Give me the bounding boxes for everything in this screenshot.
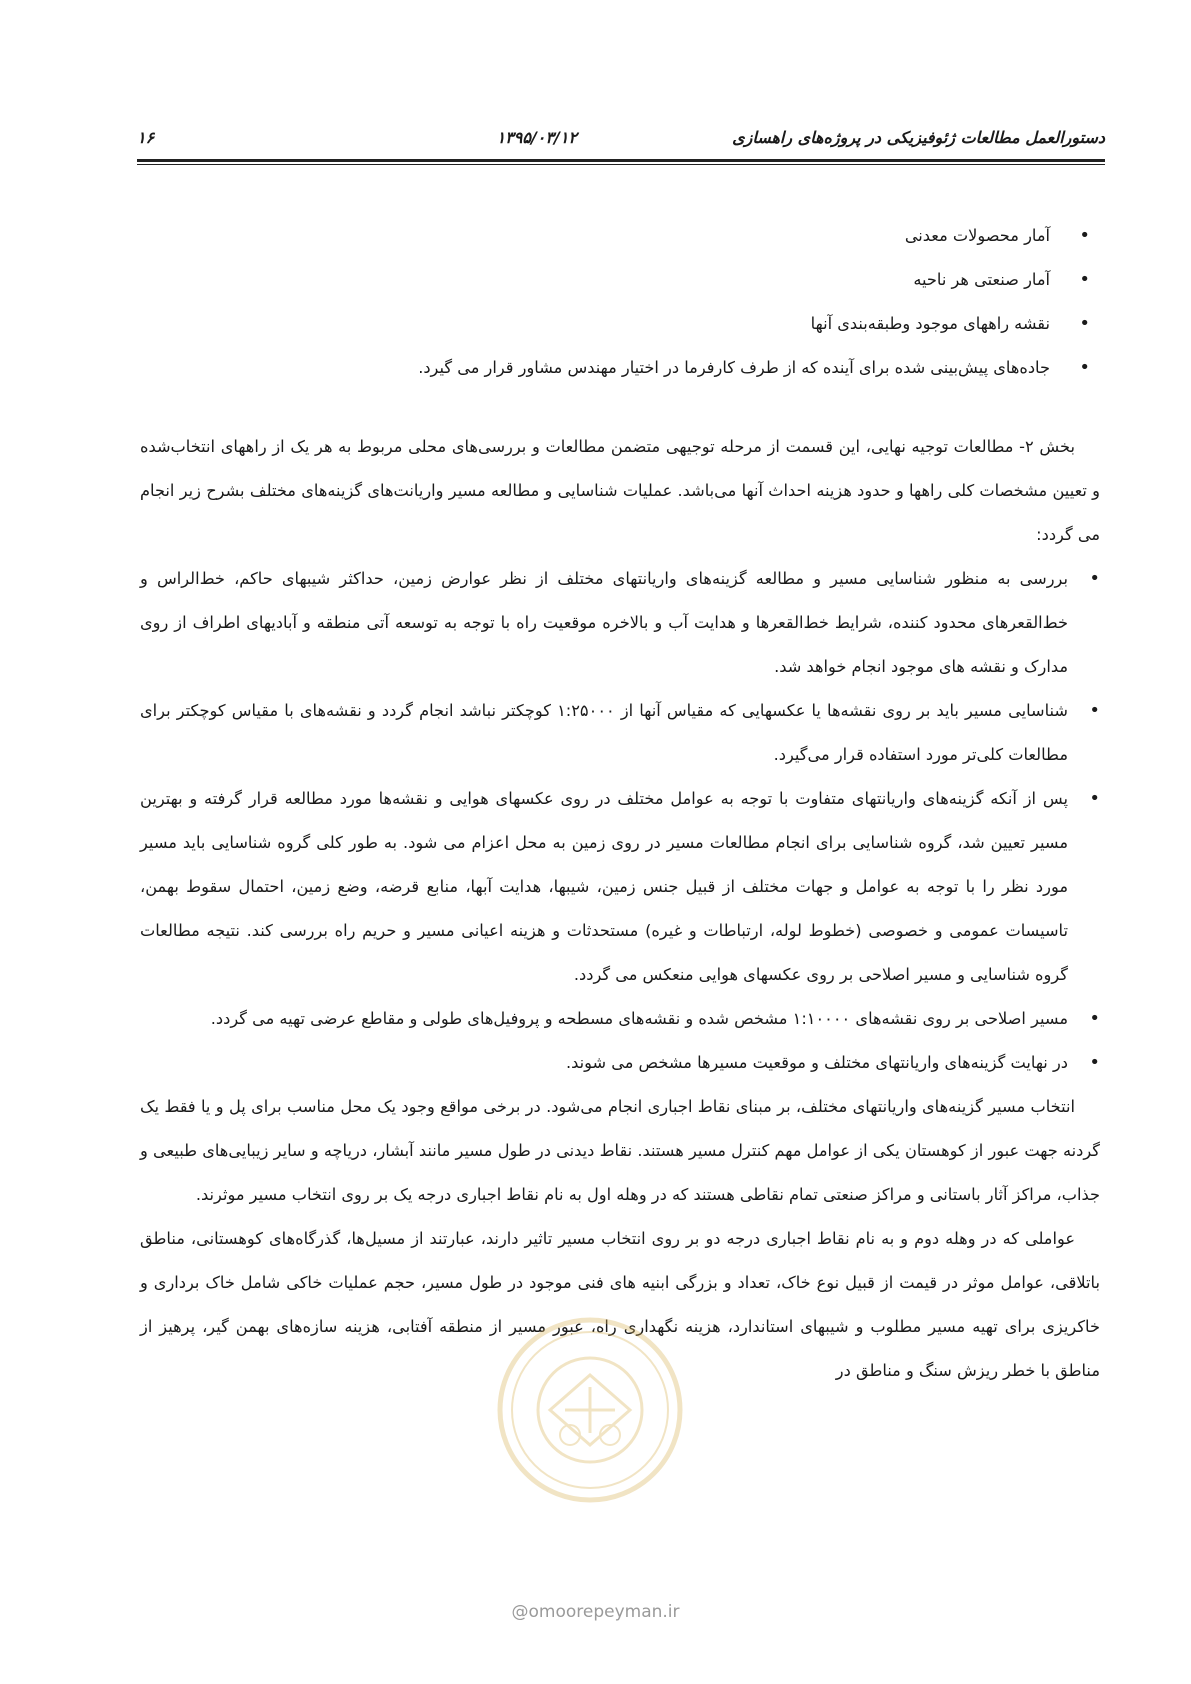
list-item: • آمار صنعتی هر ناحیه [140,258,1050,302]
list-item: • پس از آنکه گزینه‌های واریانتهای متفاوت با توجه به عوامل مختلف در روی عکسهای هوایی و نقشه‌ها مورد مطالعه قرار گرفته و بهترین مسیر تعیین شد، گروه شناسایی برای انجام مطالعات مسیر در روی زمین به محل اعزام می شود. به طور کلی گروه شناسایی باید مسیر مورد نظر را با توجه به عوامل و جهات مختلف از قبیل جنس زمین، شیبها، هدایت آبها، منابع قرضه، وضع زمین، احتمال سقوط بهمن، تاسیسات عمومی و خصوصی (خطوط لوله، ارتباطات و غیره) مستحدثات و هزینه اعیانی مسیر و حریم راه بررسی کند. نتیجه مطالعات گروه شناسایی و مسیر اصلاحی بر روی عکسهای هوایی منعکس می گردد. [140,777,1068,997]
list-item: • در نهایت گزینه‌های واریانتهای مختلف و موقعیت مسیرها مشخص می شوند. [140,1041,1068,1085]
header-rule-thick [137,159,1105,162]
running-header [137,128,1105,152]
list-item: • نقشه راههای موجود وطبقه‌بندی آنها [140,302,1050,346]
header-date: ۱۳۹۵/۰۳/۱۲ [496,128,577,147]
header-rule-thin [137,164,1105,165]
body-content [140,214,1100,1393]
section-paragraph: بخش ۲- مطالعات توجیه نهایی، این قسمت از مرحله توجیهی متضمن مطالعات و بررسی‌های محلی مربوط به هر یک از راههای انتخاب‌شده و تعیین مشخصات کلی راهها و حدود هزینه احداث آنها می‌باشد. عملیات شناسایی و مطالعه مسیر واریانت‌های گزینه‌های مختلف بشرح زیر انجام می گردد: [140,437,1100,544]
short-bullet-list [140,214,1100,390]
list-item: • بررسی به منظور شناسایی مسیر و مطالعه گزینه‌های واریانتهای مختلف از نظر عوارض زمین، حداکثر شیبهای حاکم، خط‌الراس و خط‌القعرهای محدود کننده، شرایط خط‌القعرها و هدایت آب و بالاخره موقعیت راه با توجه به توسعه آتی منطقه و آبادیهای اطراف از روی مدارک و نقشه های موجود انجام خواهد شد. [140,557,1068,689]
watermark-url: @omoorepeyman.ir [511,1602,680,1622]
paragraph: عواملی که در وهله دوم و به نام نقاط اجباری درجه دو بر روی انتخاب مسیر تاثیر دارند، عبارتند از مسیل‌ها، گذرگاه‌های کوهستانی، مناطق باتلاقی، عوامل موثر در قیمت از قبیل نوع خاک، تعداد و بزرگی ابنیه های فنی موجود در طول مسیر، حجم عملیات خاکی شامل خاک برداری و خاکریزی برای تهیه مسیر مطلوب و شیبهای استاندارد، هزینه نگهداری راه، عبور مسیر از منطقه آفتابی، هزینه سازه‌های بهمن گیر، پرهیز از مناطق با خطر ریزش سنگ و مناطق در [140,1229,1100,1380]
paragraph: انتخاب مسیر گزینه‌های واریانتهای مختلف، بر مبنای نقاط اجباری انجام می‌شود. در برخی مواقع وجود یک محل مناسب برای پل و یا فقط یک گردنه جهت عبور از کوهستان یکی از عوامل مهم کنترل مسیر هستند. نقاط دیدنی در طول مسیر مانند آبشار، دریاچه و سایر زیبایی‌های طبیعی و جذاب، مراکز آثار باستانی و مراکز صنعتی تمام نقاطی هستند که در وهله اول به نام نقاط اجباری درجه یک بر روی انتخاب مسیر موثرند. [140,1097,1100,1204]
long-bullet-list [140,557,1100,1085]
list-item: • شناسایی مسیر باید بر روی نقشه‌ها یا عکسهایی که مقیاس آنها از ۱:۲۵۰۰۰ کوچکتر نباشد انجام گردد و نقشه‌های با مقیاس کوچکتر برای مطالعات کلی‌تر مورد استفاده قرار می‌گیرد. [140,689,1068,777]
list-item: • مسیر اصلاحی بر روی نقشه‌های ۱:۱۰۰۰۰ مشخص شده و نقشه‌های مسطحه و پروفیل‌های طولی و مقاطع عرضی تهیه می گردد. [140,997,1068,1041]
list-item: • جاده‌های پیش‌بینی شده برای آینده که از طرف کارفرما در اختیار مهندس مشاور قرار می گیرد. [140,346,1050,390]
list-item: • آمار محصولات معدنی [140,214,1050,258]
header-title: دستورالعمل مطالعات ژئوفیزیکی در پروژه‌های راهسازی [732,128,1105,147]
watermark-seal-icon [495,1315,685,1505]
page-number: ۱۶ [137,128,155,147]
